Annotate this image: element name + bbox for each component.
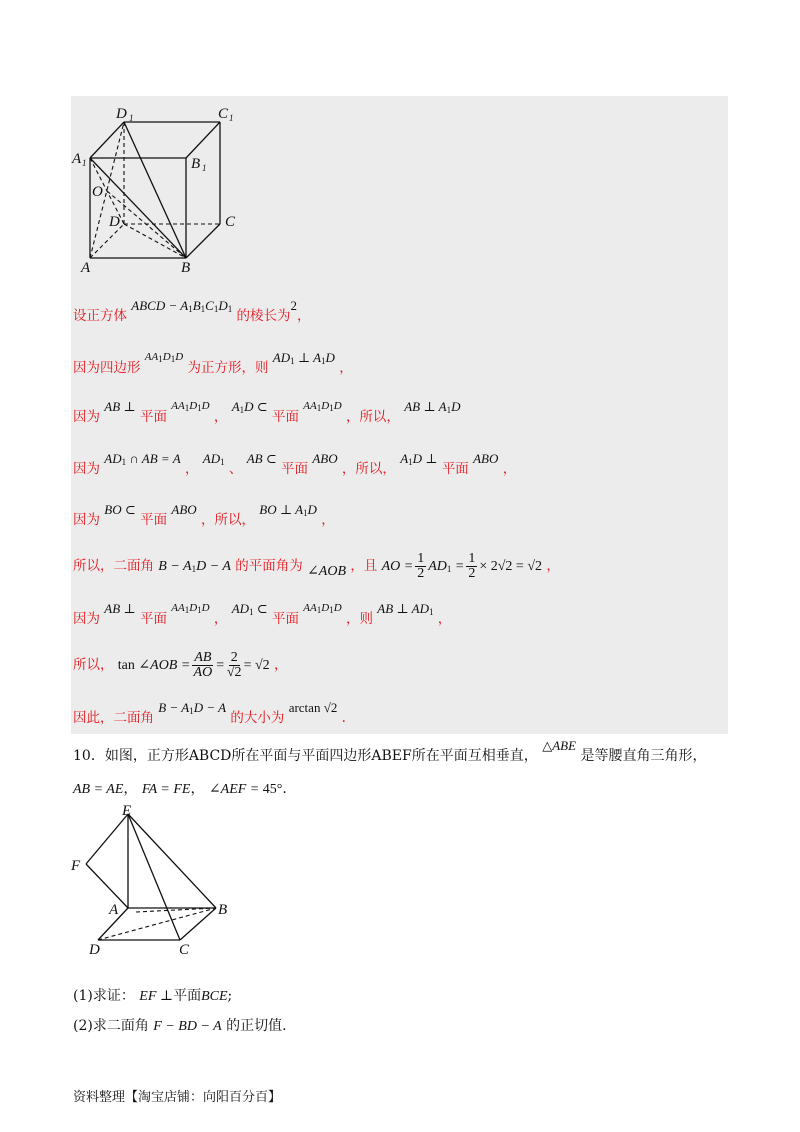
label-B: B xyxy=(181,260,191,276)
svg-text:1: 1 xyxy=(82,158,87,168)
cube-figure xyxy=(72,100,248,276)
question-part-2: (2)求二面角 F − BD − A 的正切值. xyxy=(73,1018,287,1034)
label-C2: C xyxy=(179,942,190,958)
question-line-1: 10．如图，正方形ABCD所在平面与平面四边形ABEF所在平面互相垂直， △ABE 是等腰直角三角形， xyxy=(73,738,707,764)
label-C: C xyxy=(225,214,236,230)
question-part-1: (1)求证： EF ⊥平面BCE; xyxy=(73,988,233,1004)
solution-line-4: 因为 $AD_1$ ∩ AB = A ， $AD_1$ 、 AB ⊂ 平面 ABO ，所以， $A_1D$ ⊥ 平面 ABO ， xyxy=(73,451,517,477)
label-E: E xyxy=(122,803,132,819)
solution-line-3: 因为 AB ⊥ 平面 $^{AA_1D_1D}$ ， $A_1D$ ⊂ 平面 $^{AA_1D_1D}$ ，所以， AB ⊥ $A_1D$ xyxy=(73,399,461,425)
label-D1: D xyxy=(116,106,127,122)
label-B1: B xyxy=(191,156,201,172)
svg-text:1: 1 xyxy=(202,163,207,173)
solution-line-8: 所以， tan ∠AOB = $\frac{AB}{AO}$ = $\frac{2}{√2}$ = √2 ， xyxy=(73,650,288,680)
footer-text: 资料整理【淘宝店铺：向阳百分百】 xyxy=(73,1090,282,1105)
solution-line-2: 因为四边形 $^{AA_1D_1D}$ 为正方形，则 $AD_1$ ⊥ $A_1D$ ， xyxy=(73,350,353,376)
label-B2: B xyxy=(218,902,228,918)
label-A2: A xyxy=(109,902,119,918)
label-A1: A xyxy=(72,151,82,167)
solution-line-5: 因为 BO ⊂ 平面 ABO ，所以， BO ⊥ $A_1D$ ， xyxy=(73,502,335,528)
solution-line-1: 设正方体 ABCD − $A_1B_1C_1D_1$ 的棱长为2， xyxy=(73,298,311,324)
label-C1: C xyxy=(218,106,229,122)
solution-line-9: 因此，二面角 $B - A_1D - A$ 的大小为 arctan √2 . xyxy=(73,700,346,726)
label-D: D xyxy=(109,214,120,230)
label-O: O xyxy=(92,184,103,200)
svg-text:1: 1 xyxy=(229,113,234,123)
label-F: F xyxy=(71,858,81,874)
solution-line-7: 因为 AB ⊥ 平面 $^{AA_1D_1D}$ ， $AD_1$ ⊂ 平面 $^{AA_1D_1D}$ ，则 AB ⊥ $AD_1$ ， xyxy=(73,601,452,627)
pyramid-figure xyxy=(68,800,238,960)
question-line-2: AB = AE， FA = FE， ∠AEF = 45°. xyxy=(73,781,287,797)
svg-text:1: 1 xyxy=(129,113,134,123)
label-A: A xyxy=(81,260,91,276)
solution-line-6: 所以，二面角 $B - A_1D - A$ 的平面角为 ∠AOB ，且 AO = $\frac{1}{2}$ $AD_1$ = $\frac{1}{2}$ × 2√2 = √2 ， xyxy=(73,551,560,581)
label-D2: D xyxy=(89,942,100,958)
